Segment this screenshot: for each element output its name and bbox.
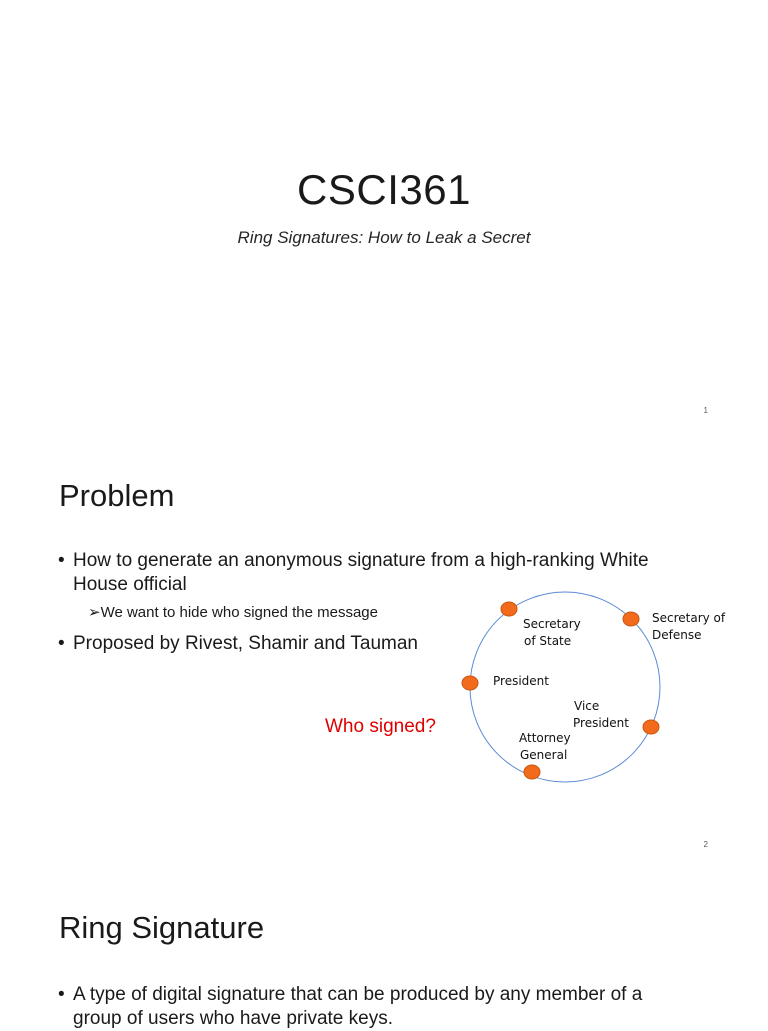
node-vice-president	[643, 720, 659, 734]
label-secretary-of-state: Secretary	[523, 617, 581, 631]
slide-heading: Ring Signature	[59, 910, 265, 945]
page-number: 2	[703, 840, 708, 849]
slide-title: CSCI361	[297, 166, 471, 213]
label-secretary-of-defense: Secretary of	[652, 611, 726, 625]
bullet-text: A type of digital signature that can be produced by any member of a	[73, 984, 643, 1005]
bullet-marker: •	[58, 550, 65, 571]
label-secretary-of-defense-line2: Defense	[652, 628, 702, 642]
label-secretary-of-state-line2: of State	[524, 634, 572, 648]
label-vice-president: Vice	[574, 699, 600, 713]
slide-subtitle: Ring Signatures: How to Leak a Secret	[237, 228, 531, 247]
label-vice-president-line2: President	[573, 716, 629, 730]
problem-slide	[0, 430, 768, 862]
node-president	[462, 676, 478, 690]
label-president: President	[493, 674, 549, 688]
node-attorney-general	[524, 765, 540, 779]
page-number: 1	[703, 406, 708, 415]
bullet-text: How to generate an anonymous signature from a high-ranking White	[73, 550, 649, 571]
bullet-marker: •	[58, 984, 65, 1005]
title-slide	[0, 0, 768, 430]
sub-bullet-text: We want to hide who signed the message	[100, 604, 378, 621]
node-secretary-of-state	[501, 602, 517, 616]
sub-bullet-marker: ➢	[88, 604, 101, 621]
node-secretary-of-defense	[623, 612, 639, 626]
bullet-marker: •	[58, 633, 65, 654]
ring-diagram	[0, 430, 768, 862]
who-signed-callout: Who signed?	[325, 716, 436, 737]
bullet-text: Proposed by Rivest, Shamir and Tauman	[73, 633, 418, 654]
bullet-text-continued: group of users who have private keys.	[73, 1008, 394, 1029]
ring-signature-slide	[0, 862, 768, 1029]
bullet-text-continued: House official	[73, 574, 187, 595]
slide-heading: Problem	[59, 478, 175, 513]
label-attorney-general: Attorney	[519, 731, 571, 745]
label-attorney-general-line2: General	[520, 748, 568, 762]
